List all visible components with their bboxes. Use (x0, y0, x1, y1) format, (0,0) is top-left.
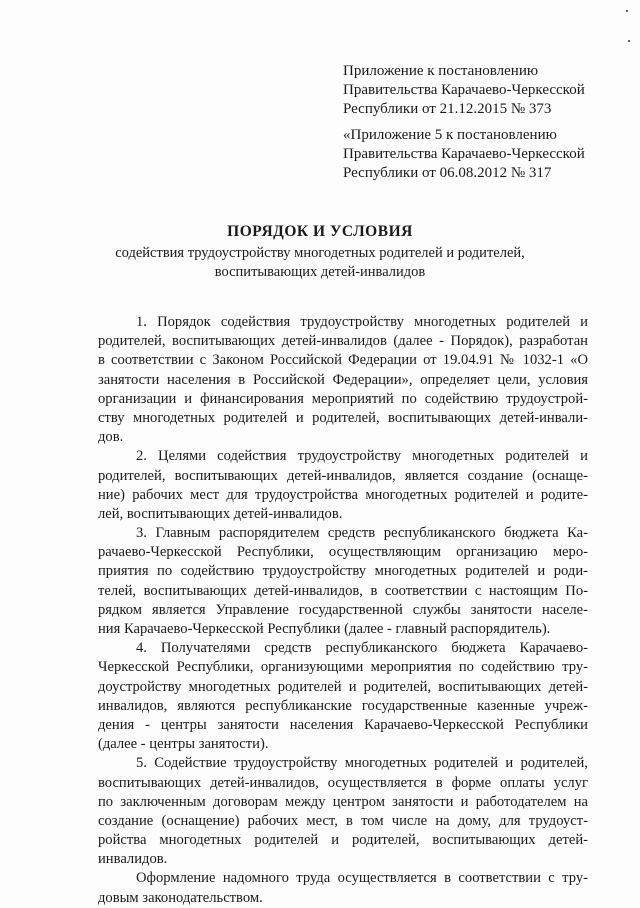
body-line: занятости населения в Российской Федерации», определяет цели, условия (98, 371, 588, 388)
body-line: рачаево-Черкесской Республики, осуществляющим организацию меро- (98, 544, 588, 561)
appendix-line: «Приложение 5 к постановлению (343, 127, 557, 143)
body-line: воспитывающих детей-инвалидов, осуществляется в форме оплаты услуг (98, 774, 588, 791)
body-line: организации и финансирования мероприятий по содействию трудоустрой- (98, 390, 588, 407)
body-line: рядком является Управление государственной службы занятости населе- (98, 601, 588, 618)
body-line: родителей, воспитывающих детей-инвалидов, является создание (оснаще- (98, 467, 588, 484)
appendix-header-current (343, 62, 603, 119)
scan-specks (612, 8, 632, 48)
body-line: 1. Порядок содействия трудоустройству многодетных родителей и (136, 314, 588, 330)
body-line: дов. (98, 429, 124, 446)
body-line: ние) рабочих мест для трудоустройства многодетных родителей и родите- (98, 486, 588, 503)
body-line: родителей, воспитывающих детей-инвалидов (далее - Порядок), разработан (98, 333, 588, 350)
appendix-header-original (343, 126, 603, 183)
body-line: Черкесской Республики, организующими мероприятия по содействию тру- (98, 659, 588, 676)
appendix-line: Республики от 06.08.2012 № 317 (343, 165, 552, 181)
body-line: 5. Содействие трудоустройству многодетных родителей и родителей, (136, 755, 588, 772)
subtitle-line: воспитывающих детей-инвалидов (214, 264, 426, 280)
appendix-line: Республики от 21.12.2015 № 373 (343, 101, 552, 117)
body-line: по заключенным договорам между центром занятости и работодателем на (98, 793, 588, 810)
body-line: (далее - центры занятости). (98, 736, 269, 753)
body-line: лей, воспитывающих детей-инвалидов. (98, 505, 343, 522)
body-line: Оформление надомного труда осуществляется в соответствии с тру- (136, 870, 588, 887)
body-line: приятия по содействию трудоустройству многодетных родителей и роди- (98, 563, 588, 580)
body-line: ния Карачаево-Черкесской Республики (далее - главный распорядитель). (98, 621, 551, 637)
scan-speck (628, 40, 630, 42)
document-body (98, 313, 588, 908)
subtitle-line: содействия трудоустройству многодетных родителей и родителей, (115, 245, 525, 261)
body-line: дения - центры занятости населения Карачаево-Черкесской Республики (98, 716, 588, 733)
body-line: создание (оснащение) рабочих мест, в том числе на дому, для трудоуст- (98, 812, 588, 829)
body-line: инвалидов. (98, 851, 168, 868)
document-title: ПОРЯДОК И УСЛОВИЯ (227, 223, 413, 240)
body-line: 3. Главным распорядителем средств республиканского бюджета Ка- (136, 525, 588, 542)
appendix-line: Правительства Карачаево-Черкесской (343, 82, 585, 98)
body-line: ройства многодетных родителей и родителей, воспитывающих детей- (98, 832, 588, 849)
body-line: 4. Получателями средств республиканского бюджета Карачаево- (136, 640, 588, 657)
document-subtitle (0, 244, 640, 282)
body-line: телей, воспитывающих детей-инвалидов, в соответствии с настоящим По- (98, 582, 588, 599)
body-line: довым законодательством. (98, 889, 263, 906)
body-line: 2. Целями содействия трудоустройству многодетных родителей и (136, 448, 588, 465)
body-line: ству многодетных родителей и родителей, воспитывающих детей-инвали- (98, 409, 588, 426)
scan-speck (626, 10, 628, 12)
body-line: инвалидов, являются республиканские государственные казенные учреж- (98, 697, 588, 714)
body-line: в соответствии с Законом Российской Федерации от 19.04.91 № 1032-1 «О (98, 352, 588, 369)
appendix-line: Приложение к постановлению (343, 63, 539, 79)
appendix-line: Правительства Карачаево-Черкесской (343, 146, 585, 162)
body-line: доустройству многодетных родителей и родителей, воспитывающих детей- (98, 678, 588, 695)
